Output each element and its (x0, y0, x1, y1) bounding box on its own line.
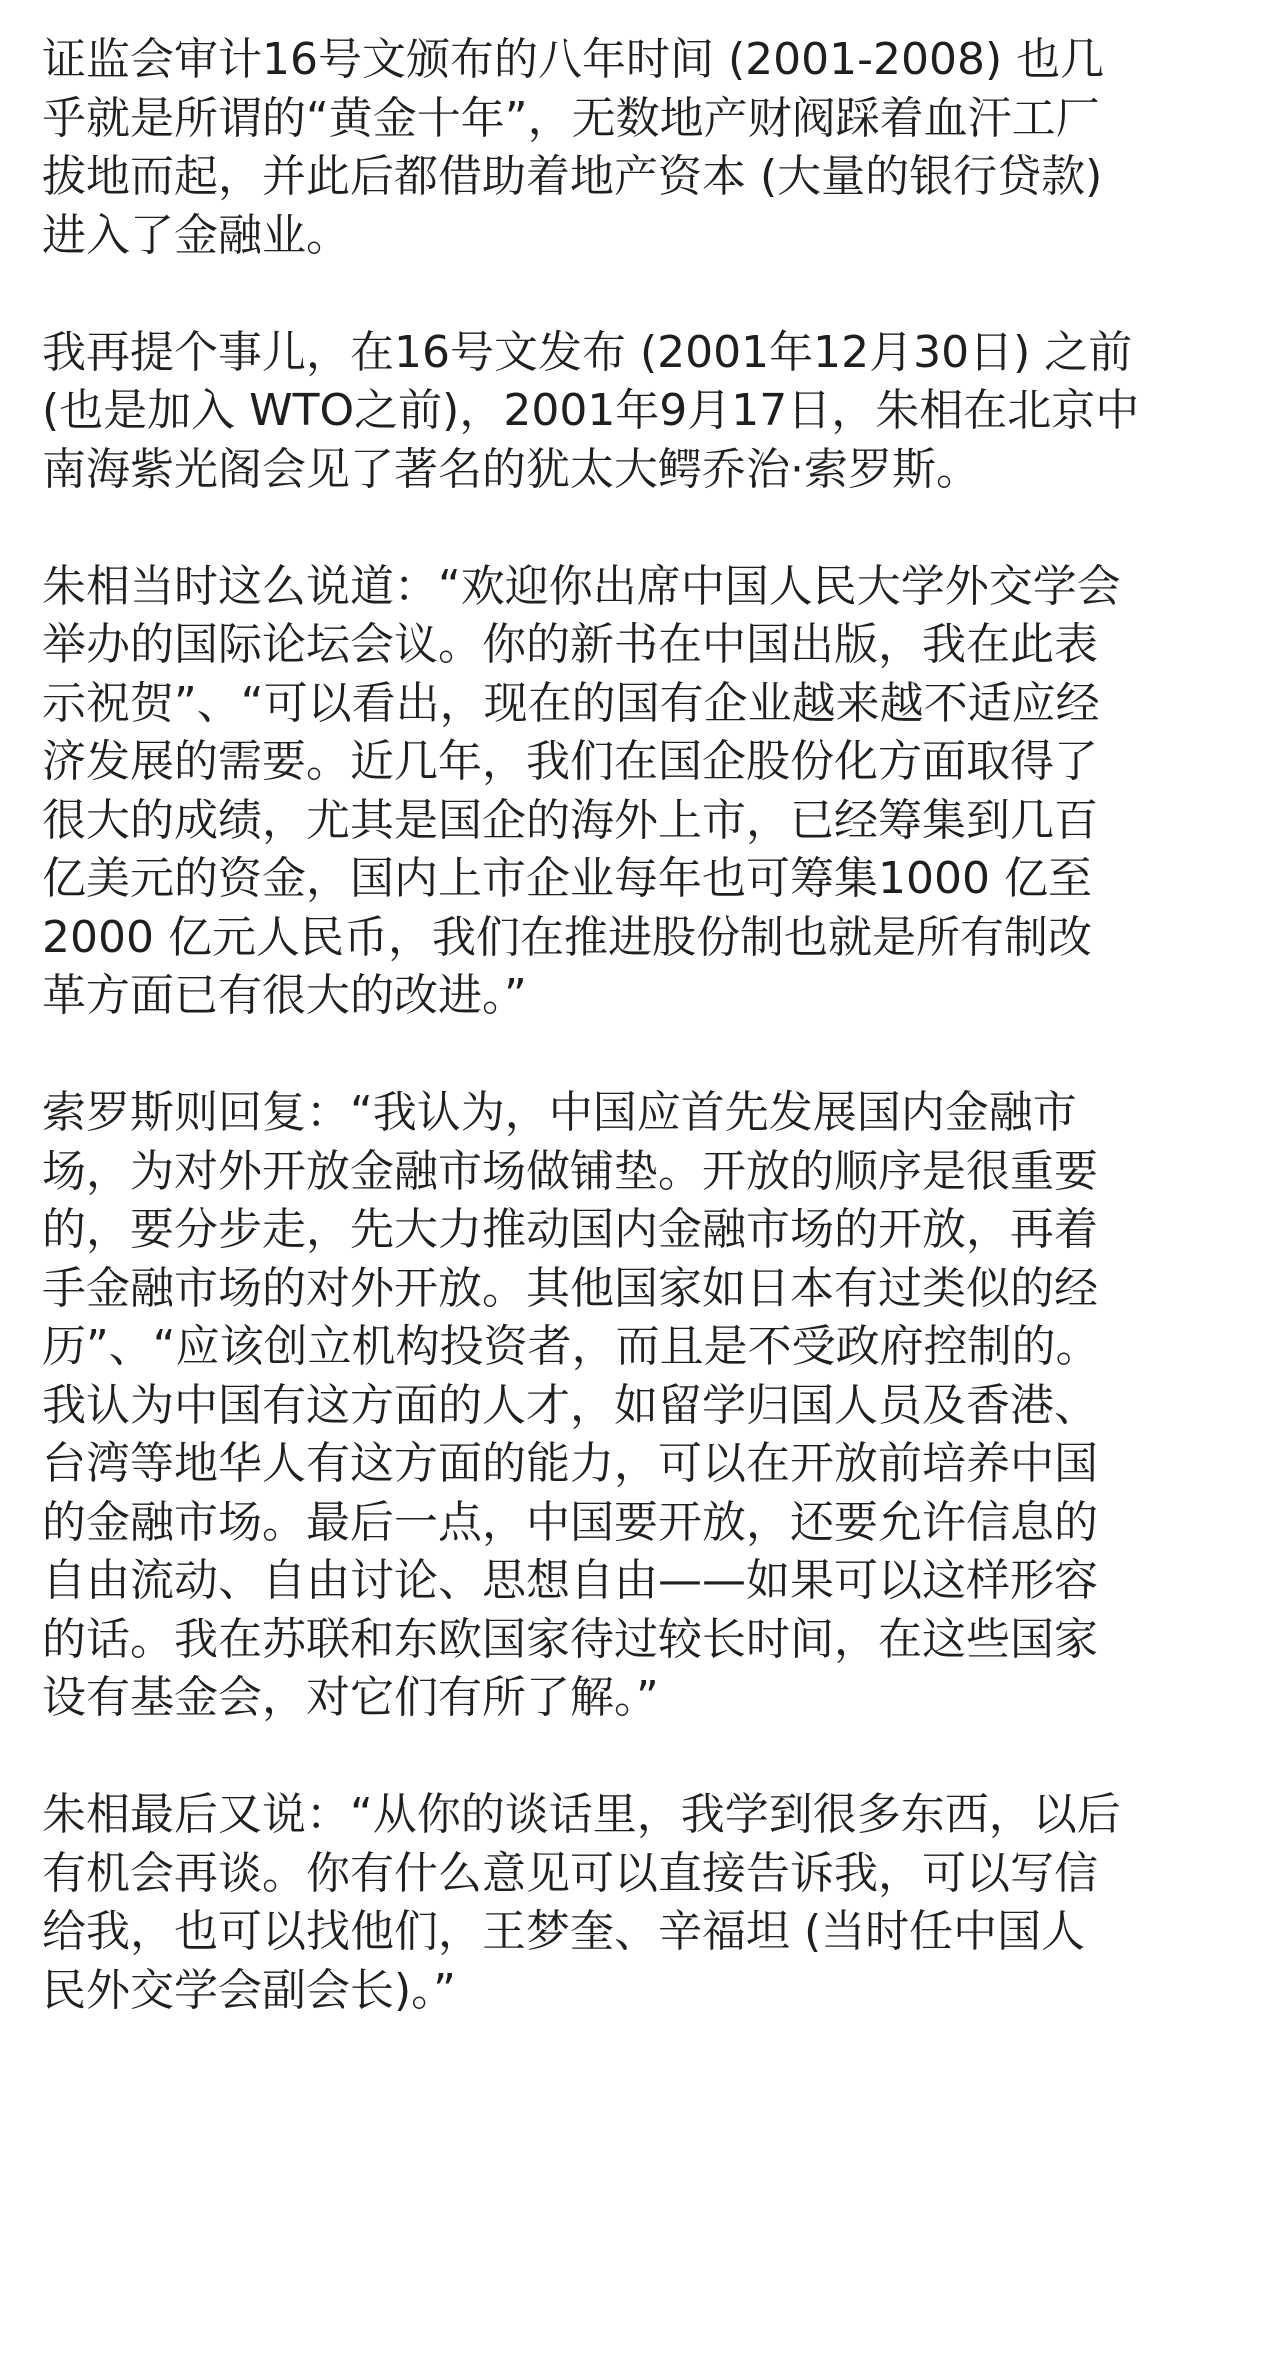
paragraph-line: (也是加入 WTO之前)，2001年9月17日，朱相在北京中 (42, 385, 1140, 436)
paragraph-line: 亿美元的资金，国内上市企业每年也可筹集1000 亿至 (42, 853, 1092, 904)
paragraph-line: 手金融市场的对外开放。其他国家如日本有过类似的经 (42, 1262, 1098, 1314)
paragraph-line: 进入了金融业。 (42, 209, 350, 261)
paragraph-line: 革方面已有很大的改进。” (42, 970, 527, 1021)
paragraph-line: 证监会审计16号文颁布的八年时间 (2001-2008) 也几 (42, 34, 1105, 85)
paragraph-line: 乎就是所谓的“黄金十年”，无数地产财阀踩着血汗工厂 (42, 92, 1100, 144)
paragraph-line: 2000 亿元人民币，我们在推进股份制也就是所有制改 (42, 911, 1092, 963)
paragraph-line: 朱相当时这么说道：“欢迎你出席中国人民大学外交学会 (42, 560, 1121, 612)
paragraph-line: 自由流动、自由讨论、思想自由——如果可以这样形容 (42, 1555, 1098, 1606)
paragraph-line: 设有基金会，对它们有所了解。” (42, 1672, 659, 1723)
paragraph-line: 我再提个事儿，在16号文发布 (2001年12月30日) 之前 (42, 326, 1133, 378)
paragraph-line: 民外交学会副会长)。” (42, 1964, 456, 2016)
article-body (42, 0, 1242, 2020)
paragraph-line: 济发展的需要。近几年，我们在国企股份化方面取得了 (42, 736, 1098, 787)
paragraph-line: 索罗斯则回复：“我认为，中国应首先发展国内金融市 (42, 1087, 1077, 1138)
paragraph-line: 的金融市场。最后一点，中国要开放，还要允许信息的 (42, 1496, 1098, 1548)
paragraph-line: 拔地而起，并此后都借助着地产资本 (大量的银行贷款) (42, 151, 1103, 202)
paragraph-line: 场，为对外开放金融市场做铺垫。开放的顺序是很重要 (42, 1145, 1098, 1197)
paragraph-line: 示祝贺”、“可以看出，现在的国有企业越来越不适应经 (42, 677, 1100, 729)
paragraph-line: 台湾等地华人有这方面的能力，可以在开放前培养中国 (42, 1438, 1098, 1489)
paragraph-2 (42, 324, 1242, 500)
paragraph-line: 给我，也可以找他们，王梦奎、辛福坦 (当时任中国人 (42, 1906, 1086, 1957)
paragraph-line: 南海紫光阁会见了著名的犹太大鳄乔治·索罗斯。 (42, 443, 980, 495)
paragraph-line: 的，要分步走，先大力推动国内金融市场的开放，再着 (42, 1204, 1098, 1255)
paragraph-line: 朱相最后又说：“从你的谈话里，我学到很多东西，以后 (42, 1789, 1121, 1840)
paragraph-4 (42, 1084, 1242, 1728)
paragraph-line: 的话。我在苏联和东欧国家待过较长时间，在这些国家 (42, 1613, 1098, 1665)
paragraph-line: 很大的成绩，尤其是国企的海外上市，已经筹集到几百 (42, 794, 1098, 846)
paragraph-3 (42, 558, 1242, 1026)
paragraph-5 (42, 1786, 1242, 2020)
paragraph-line: 我认为中国有这方面的人才，如留学归国人员及香港、 (42, 1379, 1098, 1431)
paragraph-line: 举办的国际论坛会议。你的新书在中国出版，我在此表 (42, 619, 1098, 670)
paragraph-line: 历”、“应该创立机构投资者，而且是不受政府控制的。 (42, 1321, 1100, 1372)
paragraph-1 (42, 31, 1242, 265)
paragraph-line: 有机会再谈。你有什么意见可以直接告诉我，可以写信 (42, 1847, 1098, 1899)
